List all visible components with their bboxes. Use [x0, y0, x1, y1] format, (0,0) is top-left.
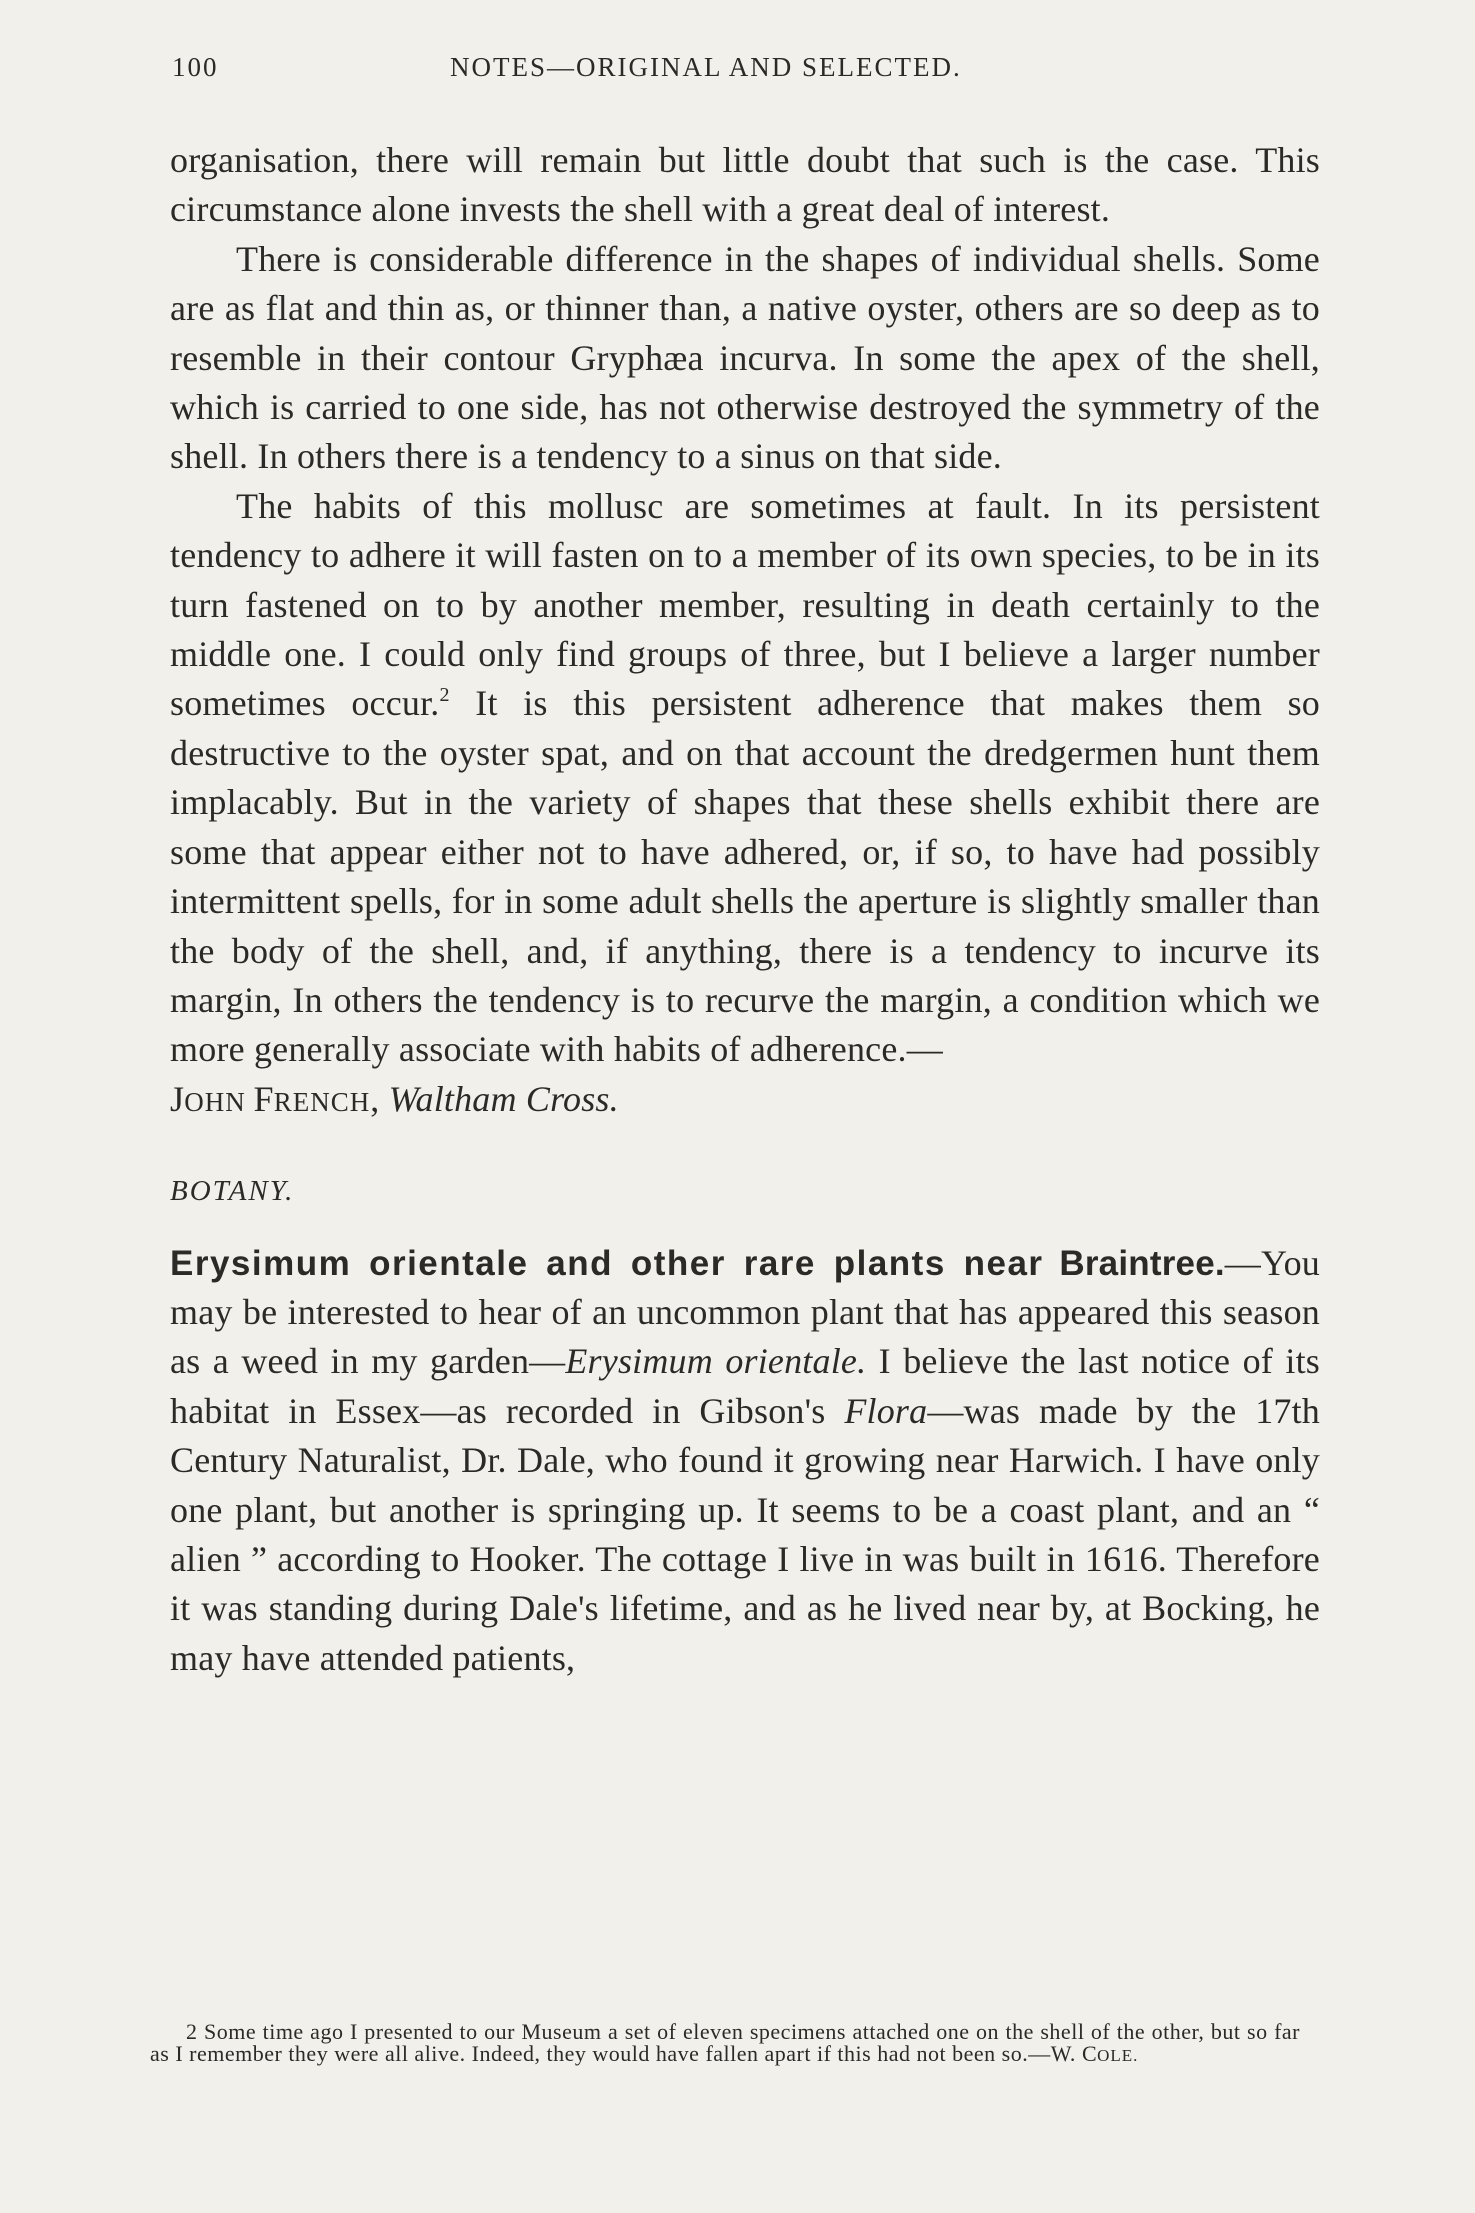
- running-title: NOTES—ORIGINAL AND SELECTED.: [450, 52, 962, 82]
- paragraph-text: The habits of this mollusc are sometimes at fault. In its persistent tendency to adhere it will fasten on to a member of its own species, to be in its turn fastened on to by another member, resulting in death certainly to the middle one. I could only find groups of three, but I believe a larger number sometimes occur.: [170, 485, 1320, 724]
- note-text: I believe the last notice of its habitat in Essex—as recorded in Gibson's: [170, 1341, 1320, 1431]
- paragraph-text: It is this persistent adherence that makes them so destructive to the oyster spat, and on that account the dredgermen hunt them implacably. But in the variety of shapes that these shells exhibit there are some that appear either not to have adhered, or, if so, to have had possibly intermittent spells, for in some adult shells the aperture is slightly smaller than the body of the shell, and, if anything, there is a tendency to incurve its margin, In others the tendency is to recurve the margin, a condition which we more generally associate with habits of adherence.—: [170, 683, 1320, 1070]
- footnote-reference: 2: [439, 684, 450, 707]
- section-heading: BOTANY.: [170, 1175, 295, 1208]
- note-title: Erysimum orientale and other rare plants near: [170, 1243, 1044, 1283]
- book-title: Flora: [844, 1390, 928, 1431]
- footnote-author: COLE.: [1081, 2041, 1139, 2066]
- body-text: [170, 136, 1320, 1683]
- page-number: 100: [172, 52, 219, 82]
- signature-name: JOHN FRENCH: [170, 1078, 371, 1119]
- paragraph-continued: organisation, there will remain but little doubt that such is the case. This circumstance alone invests the shell with a great deal of interest.: [170, 140, 1320, 230]
- footnote-text: 2 Some time ago I presented to our Museum a set of eleven specimens attached one on the shell of the other, but so far as I remember they were all alive. Indeed, they would have fallen apart if this had not been so.—W.: [150, 2019, 1300, 2066]
- signature-place: Waltham Cross.: [388, 1078, 619, 1119]
- paragraph-shell-shapes: There is considerable difference in the shapes of individual shells. Some are as flat and thin as, or thinner than, a native oyster, others are so deep as to resemble in their contour Gryphæa incurva. In some the apex of the shell, which is carried to one side, has not otherwise destroyed the symmetry of the shell. In others there is a tendency to a sinus on that side.: [170, 238, 1320, 477]
- species-name: Erysimum orientale.: [565, 1341, 867, 1382]
- footnote: [150, 2021, 1300, 2067]
- note-title-continued: Braintree.: [1059, 1243, 1225, 1283]
- running-head: [172, 52, 1322, 96]
- paragraph-mollusc-habits: [170, 482, 1320, 1127]
- note-text: —You may be interested to hear of an uncommon plant that has appeared this season as a weed in my garden—: [170, 1242, 1320, 1382]
- note-paragraph: [170, 1239, 1320, 1684]
- signature-separator: ,: [370, 1078, 389, 1119]
- note-text: —was made by the 17th Century Naturalist, Dr. Dale, who found it growing near Harwich. I have only one plant, but another is springing up. It seems to be a coast plant, and an “ alien ” according to Hooker. The cottage I live in was built in 1616. Therefore it was standing during Dale's lifetime, and as he lived near by, at Bocking, he may have attended patients,: [170, 1390, 1320, 1678]
